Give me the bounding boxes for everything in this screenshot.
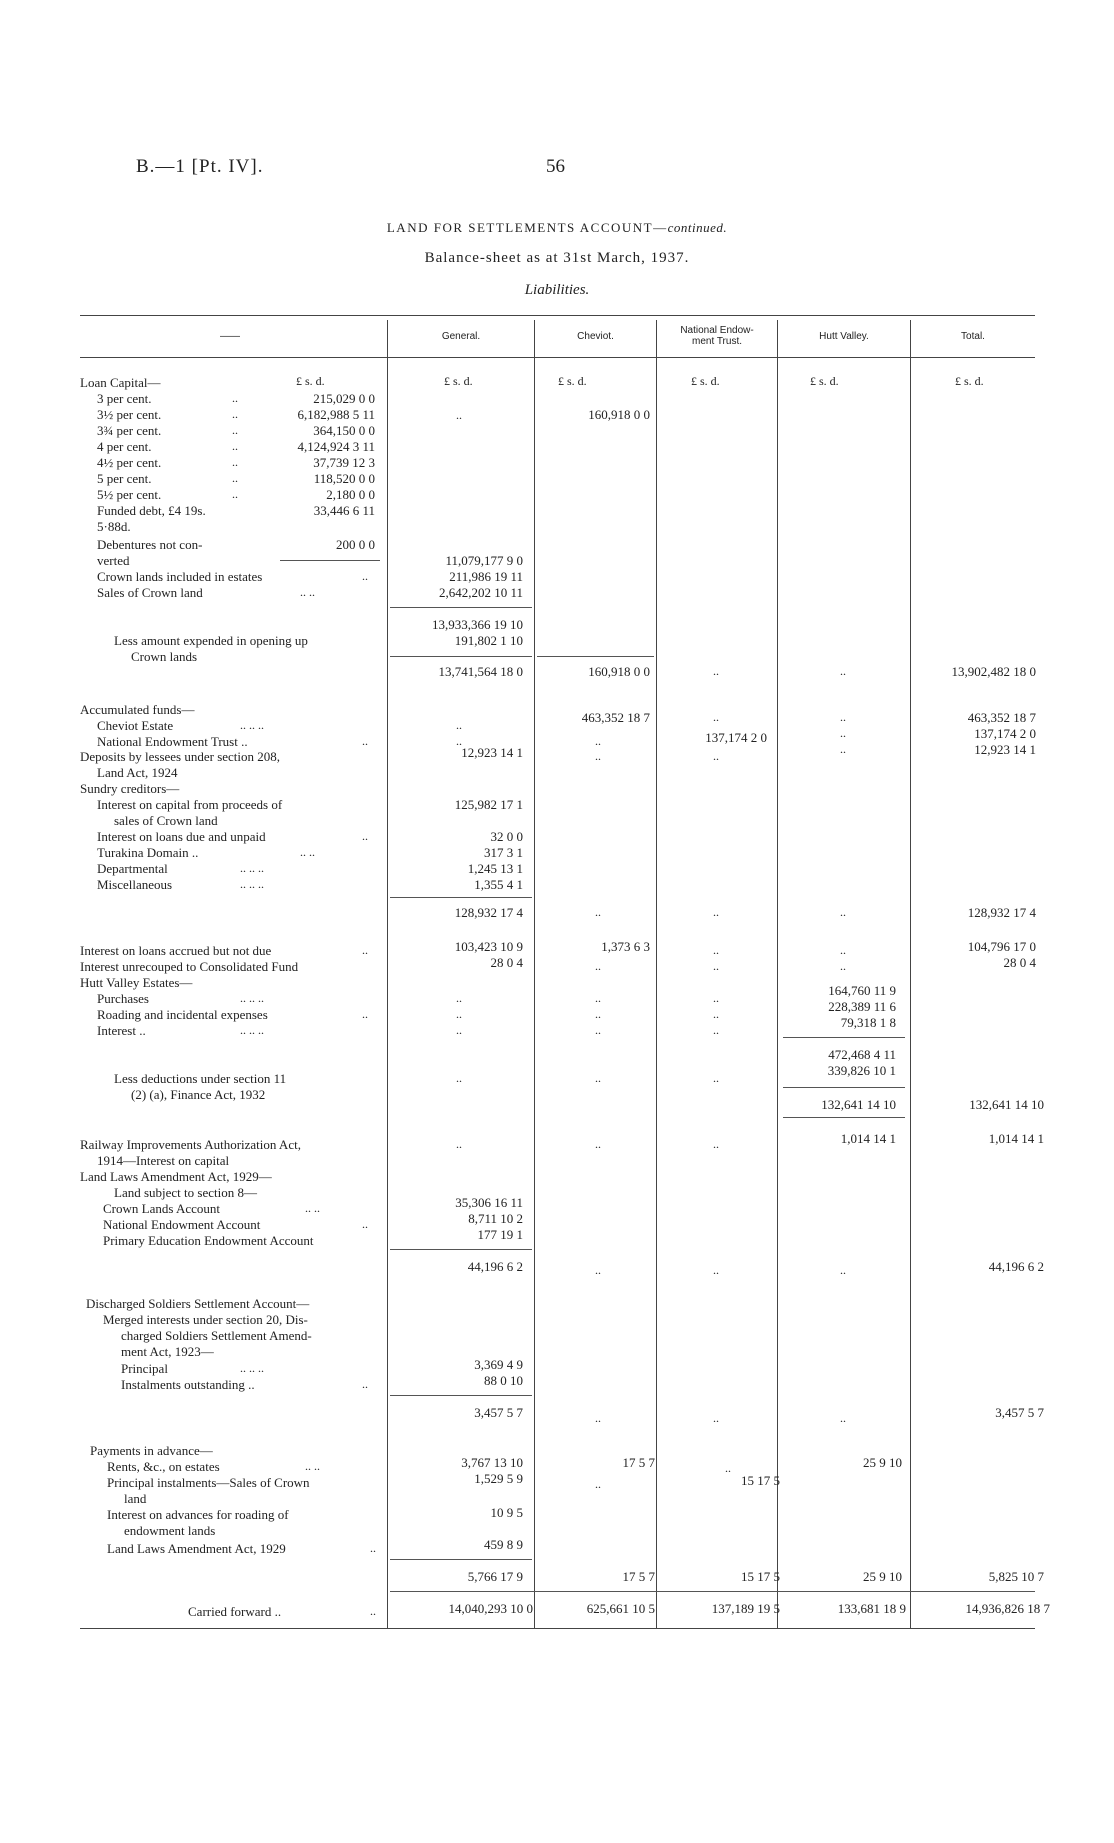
deposits-lessees-general: 12,923 14 1	[461, 745, 523, 760]
hutt-item-value: 164,760 11 9	[828, 983, 896, 998]
hutt-item-label: Purchases	[97, 991, 149, 1006]
leader-dots: .. ..	[305, 1201, 320, 1215]
loan-capital-subtotal: 11,079,177 9 0	[445, 553, 523, 568]
subtotal-rule	[390, 607, 532, 608]
carried-forward-cheviot: 625,661 10 5	[586, 1601, 655, 1616]
leader-dots: ..	[232, 423, 238, 437]
leader-dots: ..	[595, 905, 601, 919]
hutt-total: 132,641 14 10	[969, 1097, 1044, 1112]
leader-dots: ..	[713, 1023, 719, 1037]
deposits-lessees-label-cont: Land Act, 1924	[97, 765, 178, 780]
crown-lands-label: Crown lands included in estates	[97, 569, 263, 584]
leader-dots: ..	[362, 1007, 368, 1021]
hutt-sum: 472,468 4 11	[828, 1047, 896, 1062]
loan-rate-label: 5½ per cent.	[97, 487, 162, 502]
cheviot-estate-cheviot: 463,352 18 7	[581, 710, 650, 725]
sales-crown-land-general: 2,642,202 10 11	[438, 585, 523, 600]
leader-dots: ..	[713, 943, 719, 957]
leader-dots: ..	[362, 734, 368, 748]
subtotal-rule	[390, 1395, 532, 1396]
discharged-soldiers-label-cont: charged Soldiers Settlement Amend-	[121, 1328, 312, 1343]
principal-instalments-general: 1,529 5 9	[474, 1471, 523, 1486]
loan-rate-label: 4½ per cent.	[97, 455, 162, 470]
loan-rate-label: 3½ per cent.	[97, 407, 162, 422]
leader-dots: ..	[362, 943, 368, 957]
column-header-total: Total.	[961, 331, 985, 342]
leader-dots: .. ..	[300, 845, 315, 859]
table-header-rule	[80, 357, 1035, 358]
deposits-lessees-label: Deposits by lessees under section 208,	[80, 749, 281, 764]
sundry-creditors-general: 128,932 17 4	[454, 905, 523, 920]
interest-accrued-general: 103,423 10 9	[454, 939, 523, 954]
leader-dots: ..	[713, 664, 719, 678]
leader-dots: ..	[370, 1541, 376, 1555]
sundry-item-label: Interest on loans due and unpaid	[97, 829, 266, 844]
leader-dots: ..	[595, 991, 601, 1005]
cheviot-estate-label: Cheviot Estate	[97, 718, 174, 733]
loan-rate-label: 3 per cent.	[97, 391, 152, 406]
interest-advances-label: Interest on advances for roading of	[107, 1507, 289, 1522]
land-laws-item-label: National Endowment Account	[103, 1217, 261, 1232]
carried-forward-label: Carried forward ..	[188, 1604, 282, 1619]
carried-forward-total: 14,936,826 18 7	[965, 1601, 1050, 1616]
subtotal-rule	[390, 656, 532, 657]
carried-forward-general: 14,040,293 10 0	[448, 1601, 533, 1616]
discharged-soldiers-label-cont: Merged interests under section 20, Dis-	[103, 1312, 308, 1327]
leader-dots: ..	[840, 1411, 846, 1425]
leader-dots: ..	[595, 1477, 601, 1491]
discharged-principal-label: Principal	[121, 1361, 168, 1376]
payments-advance-hutt: 25 9 10	[863, 1569, 902, 1584]
column-header-hutt: Hutt Valley.	[819, 331, 869, 342]
hutt-item-label: Roading and incidental expenses	[97, 1007, 268, 1022]
column-header-national	[657, 325, 777, 347]
loan-capital-net-cheviot: 160,918 0 0	[588, 664, 650, 679]
sundry-item-label: sales of Crown land	[114, 813, 218, 828]
sundry-item-label: Departmental	[97, 861, 168, 876]
currency-header: £ s. d.	[444, 374, 473, 388]
rents-general: 3,767 13 10	[461, 1455, 523, 1470]
railway-hutt: 1,014 14 1	[840, 1131, 896, 1146]
leader-dots: ..	[713, 710, 719, 724]
leader-dots: ..	[595, 959, 601, 973]
land-laws-item-general: 177 19 1	[477, 1227, 523, 1242]
loan-capital-total: 13,933,366 19 10	[432, 617, 523, 632]
discharged-soldiers-label-cont: ment Act, 1923—	[121, 1344, 214, 1359]
hutt-less: 339,826 10 1	[827, 1063, 896, 1078]
leader-dots: ..	[456, 1023, 462, 1037]
leader-dots: .. .. ..	[240, 991, 264, 1005]
sundry-creditors-total: 128,932 17 4	[967, 905, 1036, 920]
loan-rate-value: 118,520 0 0	[313, 471, 375, 486]
sales-crown-land-label: Sales of Crown land	[97, 585, 203, 600]
leader-dots: ..	[595, 1071, 601, 1085]
subtotal-rule	[783, 1087, 905, 1088]
leader-dots: ..	[840, 943, 846, 957]
currency-header: £ s. d.	[810, 374, 839, 388]
leader-dots: ..	[595, 1137, 601, 1151]
hutt-item-label: Interest ..	[97, 1023, 146, 1038]
subtotal-rule	[390, 1559, 532, 1560]
leader-dots: .. .. ..	[240, 718, 264, 732]
currency-header: £ s. d.	[558, 374, 587, 388]
leader-dots: ..	[713, 959, 719, 973]
leader-dots: ..	[840, 1263, 846, 1277]
column-divider	[910, 320, 911, 1628]
currency-header: £ s. d.	[296, 374, 325, 388]
leader-dots: ..	[595, 1023, 601, 1037]
sundry-item-general: 1,355 4 1	[474, 877, 523, 892]
column-header-national-line-2: ment Trust.	[691, 336, 742, 347]
accumulated-funds-heading: Accumulated funds—	[80, 702, 195, 717]
currency-header: £ s. d.	[955, 374, 984, 388]
national-endowment-trust-total: 137,174 2 0	[974, 726, 1036, 741]
document-reference: B.—1 [Pt. IV].	[136, 156, 264, 177]
principal-instalments-label: Principal instalments—Sales of Crown	[107, 1475, 310, 1490]
leader-dots: ..	[456, 1007, 462, 1021]
carried-forward-hutt: 133,681 18 9	[837, 1601, 906, 1616]
discharged-soldiers-label: Discharged Soldiers Settlement Account—	[86, 1296, 310, 1311]
land-laws-label: Land Laws Amendment Act, 1929—	[80, 1169, 272, 1184]
sundry-creditors-heading: Sundry creditors—	[80, 781, 180, 796]
loan-rate-label: Debentures not con-	[97, 537, 203, 552]
leader-dots: ..	[362, 1377, 368, 1391]
page-number: 56	[546, 156, 565, 177]
sundry-item-label: Turakina Domain ..	[97, 845, 199, 860]
leader-dots: ..	[713, 1263, 719, 1277]
loan-capital-net-general: 13,741,564 18 0	[438, 664, 523, 679]
payments-advance-general: 5,766 17 9	[467, 1569, 523, 1584]
rents-cheviot: 17 5 7	[622, 1455, 655, 1470]
loan-rate-value: 6,182,988 5 11	[297, 407, 375, 422]
interest-unrecouped-label: Interest unrecouped to Consolidated Fund	[80, 959, 299, 974]
crown-lands-general: 211,986 19 11	[449, 569, 523, 584]
sundry-item-general: 32 0 0	[490, 829, 523, 844]
column-divider	[656, 320, 657, 1628]
sundry-item-label: Interest on capital from proceeds of	[97, 797, 283, 812]
leader-dots: ..	[840, 664, 846, 678]
column-divider	[387, 320, 388, 1628]
land-laws-advance-label: Land Laws Amendment Act, 1929	[107, 1541, 286, 1556]
land-laws-item-label: Primary Education Endowment Account	[103, 1233, 314, 1248]
railway-label-cont: 1914—Interest on capital	[97, 1153, 230, 1168]
land-laws-general: 44,196 6 2	[467, 1259, 523, 1274]
loan-rate-value: 200 0 0	[336, 537, 375, 552]
loan-rate-label: 4 per cent.	[97, 439, 152, 454]
subtotal-rule	[783, 1037, 905, 1038]
leader-dots: .. .. ..	[240, 1023, 264, 1037]
leader-dots: ..	[456, 734, 462, 748]
sundry-item-general: 125,982 17 1	[454, 797, 523, 812]
table-bottom-rule	[80, 1628, 1035, 1629]
account-title	[0, 220, 1114, 236]
subtotal-rule	[390, 1591, 1035, 1592]
payments-advance-total: 5,825 10 7	[988, 1569, 1044, 1584]
subtotal-rule	[390, 897, 532, 898]
sundry-item-general: 1,245 13 1	[467, 861, 523, 876]
subtotal-rule	[537, 656, 654, 657]
land-laws-item-general: 8,711 10 2	[468, 1211, 523, 1226]
hutt-less-label-cont: (2) (a), Finance Act, 1932	[131, 1087, 266, 1102]
leader-dots: ..	[840, 710, 846, 724]
loan-rate-label: 5·88d.	[97, 519, 131, 534]
payments-advance-cheviot: 17 5 7	[622, 1569, 655, 1584]
interest-accrued-cheviot: 1,373 6 3	[601, 939, 650, 954]
section-title: Liabilities.	[524, 282, 590, 298]
leader-dots: ..	[725, 1461, 731, 1475]
discharged-total: 3,457 5 7	[995, 1405, 1044, 1420]
hutt-item-value: 79,318 1 8	[840, 1015, 896, 1030]
hutt-valley-heading: Hutt Valley Estates—	[80, 975, 193, 990]
hutt-less-label: Less deductions under section 11	[114, 1071, 287, 1086]
leader-dots: ..	[840, 959, 846, 973]
loan-rate-value: 37,739 12 3	[313, 455, 375, 470]
loan-rate-value: 215,029 0 0	[313, 391, 375, 406]
discharged-instalments-general: 88 0 10	[484, 1373, 523, 1388]
loan-rate-label: verted	[97, 553, 130, 568]
land-laws-advance-general: 459 8 9	[484, 1537, 523, 1552]
payments-advance-national: 15 17 5	[741, 1569, 780, 1584]
loan-rate-value: 4,124,924 3 11	[297, 439, 375, 454]
leader-dots: ..	[370, 1604, 376, 1618]
leader-dots: ..	[595, 749, 601, 763]
loan-capital-cheviot-top: 160,918 0 0	[588, 407, 650, 422]
loan-rate-label: 3¾ per cent.	[97, 423, 162, 438]
less-expended-label-cont: Crown lands	[131, 649, 198, 664]
payments-advance-heading: Payments in advance—	[90, 1443, 213, 1458]
loan-rate-value: 2,180 0 0	[326, 487, 375, 502]
leader-dots: ..	[232, 487, 238, 501]
leader-dots: ..	[713, 1411, 719, 1425]
leader-dots: ..	[713, 905, 719, 919]
leader-dots: ..	[232, 439, 238, 453]
column-header-national-line-1: National Endow-	[680, 325, 754, 336]
loan-capital-net-total: 13,902,482 18 0	[951, 664, 1036, 679]
column-header-blank: ——	[220, 331, 240, 342]
subtotal-rule	[783, 1117, 905, 1118]
discharged-instalments-label: Instalments outstanding ..	[121, 1377, 255, 1392]
account-title-text: LAND FOR SETTLEMENTS ACCOUNT—	[386, 220, 668, 235]
loan-rate-value: 33,446 6 11	[313, 503, 375, 518]
leader-dots: ..	[713, 1007, 719, 1021]
leader-dots: ..	[713, 991, 719, 1005]
rents-hutt: 25 9 10	[863, 1455, 902, 1470]
currency-header: £ s. d.	[691, 374, 720, 388]
leader-dots: ..	[232, 407, 238, 421]
less-expended-label: Less amount expended in opening up	[114, 633, 308, 648]
leader-dots: ..	[713, 749, 719, 763]
leader-dots: ..	[232, 471, 238, 485]
discharged-principal-general: 3,369 4 9	[474, 1357, 523, 1372]
leader-dots: ..	[456, 1137, 462, 1151]
national-endowment-trust-national: 137,174 2 0	[705, 730, 767, 745]
leader-dots: ..	[713, 1137, 719, 1151]
subtotal-rule	[280, 560, 380, 561]
principal-instalments-national: 15 17 5	[741, 1473, 780, 1488]
leader-dots: ..	[595, 1007, 601, 1021]
hutt-item-value: 228,389 11 6	[828, 999, 896, 1014]
column-divider	[777, 320, 778, 1628]
principal-instalments-label-cont: land	[124, 1491, 147, 1506]
sundry-item-general: 317 3 1	[484, 845, 523, 860]
rents-label: Rents, &c., on estates	[107, 1459, 220, 1474]
loan-rate-value: 364,150 0 0	[313, 423, 375, 438]
leader-dots: .. ..	[300, 585, 315, 599]
carried-forward-national: 137,189 19 5	[711, 1601, 780, 1616]
land-laws-item-general: 35,306 16 11	[455, 1195, 523, 1210]
leader-dots: ..	[840, 742, 846, 756]
leader-dots: ..	[362, 829, 368, 843]
land-laws-total: 44,196 6 2	[988, 1259, 1044, 1274]
interest-unrecouped-total: 28 0 4	[1003, 955, 1036, 970]
column-header-general: General.	[441, 331, 481, 342]
column-header-cheviot: Cheviot.	[577, 331, 614, 342]
less-expended-general: 191,802 1 10	[454, 633, 523, 648]
interest-accrued-label: Interest on loans accrued but not due	[80, 943, 272, 958]
loan-rate-label: Funded debt, £4 19s.	[97, 503, 206, 518]
table-top-rule	[80, 315, 1035, 316]
balance-sheet-subtitle: Balance-sheet as at 31st March, 1937.	[424, 250, 690, 266]
deposits-lessees-total: 12,923 14 1	[974, 742, 1036, 757]
leader-dots: ..	[232, 455, 238, 469]
leader-dots: ..	[456, 408, 462, 422]
leader-dots: ..	[595, 1411, 601, 1425]
cheviot-estate-total: 463,352 18 7	[967, 710, 1036, 725]
leader-dots: ..	[713, 1071, 719, 1085]
leader-dots: ..	[456, 991, 462, 1005]
leader-dots: ..	[595, 734, 601, 748]
sundry-item-label: Miscellaneous	[97, 877, 173, 892]
leader-dots: .. .. ..	[240, 877, 264, 891]
leader-dots: ..	[456, 1071, 462, 1085]
subtotal-rule	[390, 1249, 532, 1250]
railway-total: 1,014 14 1	[988, 1131, 1044, 1146]
column-divider	[534, 320, 535, 1628]
account-title-continued: continued.	[667, 220, 728, 235]
leader-dots: ..	[456, 718, 462, 732]
leader-dots: ..	[840, 905, 846, 919]
land-laws-label-cont: Land subject to section 8—	[114, 1185, 257, 1200]
leader-dots: .. .. ..	[240, 1361, 264, 1375]
discharged-general: 3,457 5 7	[474, 1405, 523, 1420]
land-laws-item-label: Crown Lands Account	[103, 1201, 220, 1216]
loan-rate-label: 5 per cent.	[97, 471, 152, 486]
leader-dots: ..	[362, 1217, 368, 1231]
leader-dots: ..	[232, 391, 238, 405]
national-endowment-trust-label: National Endowment Trust ..	[97, 734, 248, 749]
interest-advances-general: 10 9 5	[490, 1505, 523, 1520]
interest-advances-label-cont: endowment lands	[124, 1523, 216, 1538]
leader-dots: ..	[595, 1263, 601, 1277]
leader-dots: ..	[840, 726, 846, 740]
leader-dots: .. .. ..	[240, 861, 264, 875]
interest-accrued-total: 104,796 17 0	[967, 939, 1036, 954]
railway-label: Railway Improvements Authorization Act,	[80, 1137, 301, 1152]
interest-unrecouped-general: 28 0 4	[490, 955, 523, 970]
leader-dots: ..	[362, 569, 368, 583]
leader-dots: .. ..	[305, 1459, 320, 1473]
loan-capital-heading: Loan Capital—	[80, 375, 161, 390]
hutt-net: 132,641 14 10	[821, 1097, 896, 1112]
